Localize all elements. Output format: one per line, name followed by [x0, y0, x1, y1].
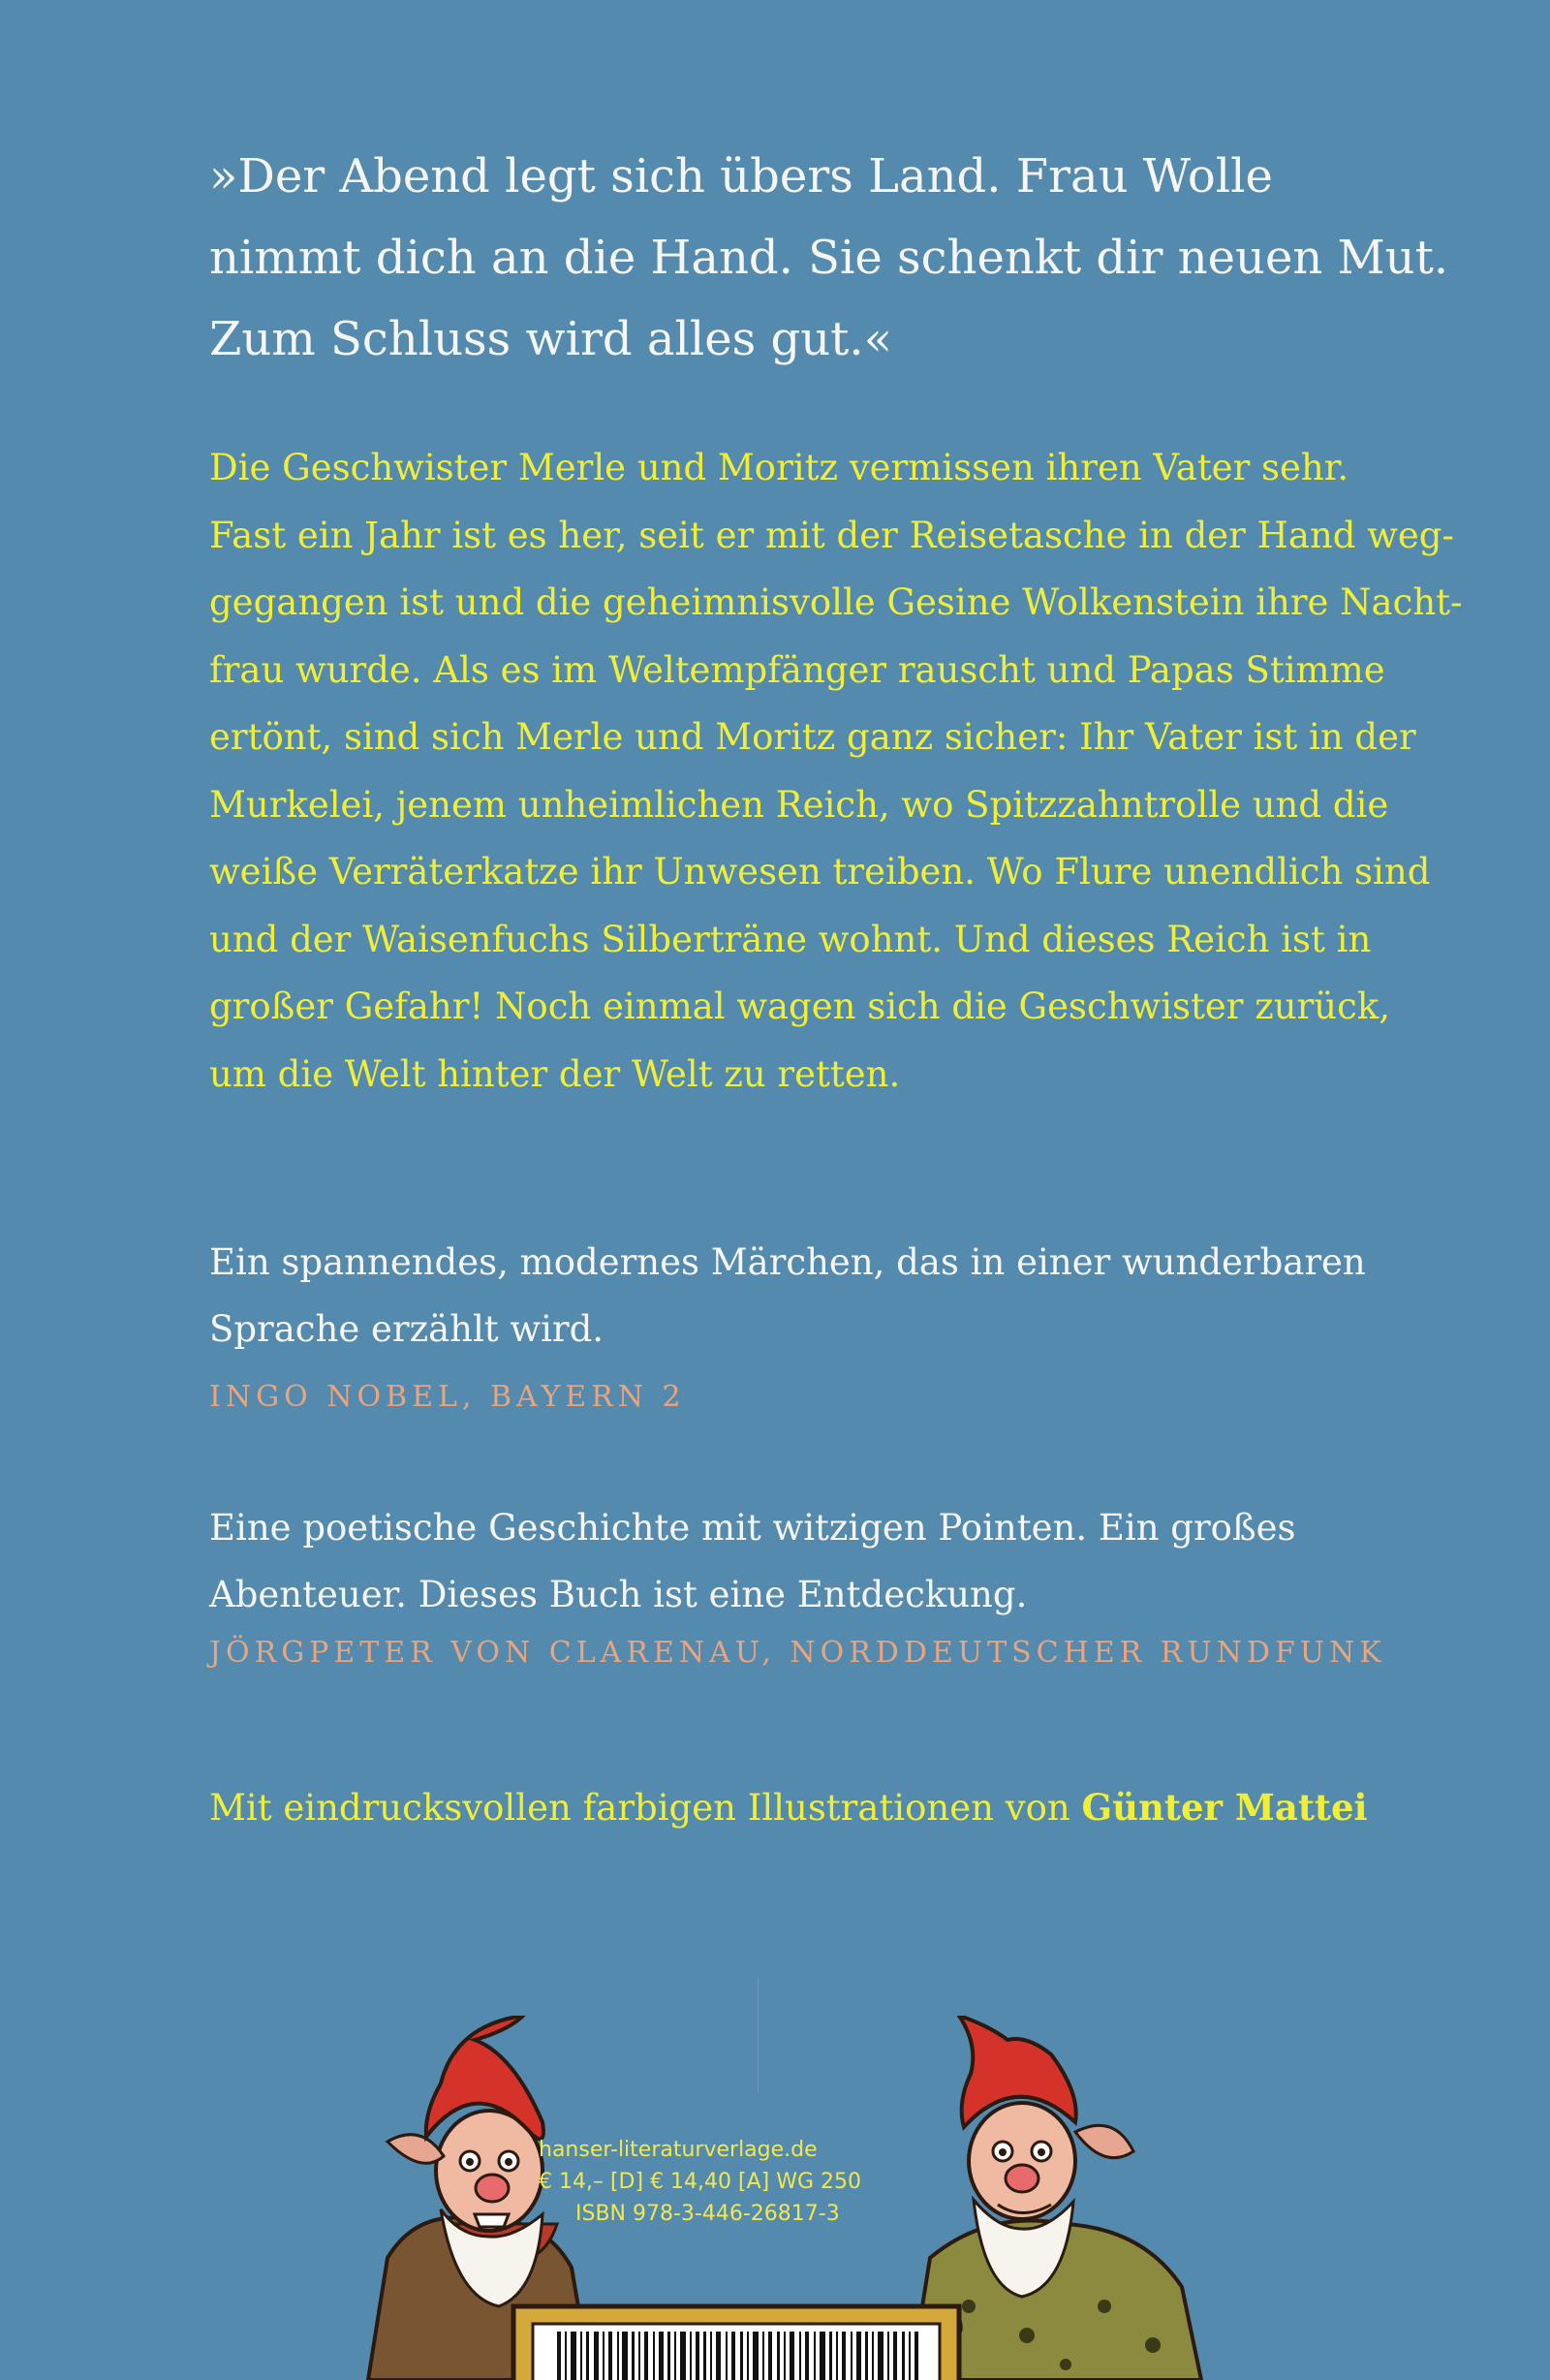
synopsis-line: weiße Verräterkatze ihr Unwesen treiben. Wo Flure unendlich sind: [209, 851, 1431, 892]
quote-line: »Der Abend legt sich übers Land. Frau Wolle: [209, 149, 1273, 204]
price-line: € 14,– [D] € 14,40 [A] WG 250: [539, 2170, 862, 2194]
review-line: Sprache erzählt wird.: [209, 1308, 604, 1350]
illustration-credit-prefix: Mit eindrucksvollen farbigen Illustrationen von: [209, 1787, 1082, 1829]
review-source-1: INGO NOBEL, BAYERN 2: [209, 1380, 686, 1414]
quote-line: nimmt dich an die Hand. Sie schenkt dir neuen Mut.: [209, 231, 1449, 285]
quote-line: Zum Schluss wird alles gut.«: [209, 312, 893, 366]
synopsis: [209, 434, 1463, 1108]
synopsis-line: großer Gefahr! Noch einmal wagen sich die Geschwister zurück,: [209, 986, 1390, 1027]
review-source-2: JÖRGPETER VON CLARENAU, NORDDEUTSCHER RUNDFUNK: [209, 1636, 1386, 1670]
review-line: Eine poetische Geschichte mit witzigen Pointen. Ein großes: [209, 1507, 1296, 1549]
synopsis-line: Murkelei, jenem unheimlichen Reich, wo Spitzzahntrolle und die: [209, 783, 1389, 826]
review-quote-1: [209, 1229, 1410, 1362]
review-quote-2: [209, 1494, 1410, 1628]
synopsis-line: Die Geschwister Merle und Moritz vermissen ihren Vater sehr.: [209, 447, 1349, 488]
synopsis-line: ertönt, sind sich Merle und Moritz ganz sicher: Ihr Vater ist in der: [209, 716, 1416, 758]
illustrator-name: Günter Mattei: [1081, 1786, 1368, 1829]
synopsis-line: um die Welt hinter der Welt zu retten.: [209, 1052, 901, 1095]
synopsis-line: Fast ein Jahr ist es her, seit er mit der Reisetasche in der Hand weg-: [209, 514, 1454, 556]
publisher-website[interactable]: hanser-literaturverlage.de: [539, 2138, 818, 2162]
review-line: Ein spannendes, modernes Märchen, das in einer wunderbaren: [209, 1241, 1366, 1283]
intro-quote: [209, 136, 1449, 380]
synopsis-line: frau wurde. Als es im Weltempfänger rauscht und Papas Stimme: [209, 648, 1385, 691]
review-line: Abenteuer. Dieses Buch ist eine Entdeckung.: [209, 1574, 1028, 1615]
imprint: [539, 2134, 861, 2230]
synopsis-line: gegangen ist und die geheimnisvolle Gesine Wolkenstein ihre Nacht-: [209, 581, 1463, 623]
illustration-credit: [209, 1778, 1368, 1837]
isbn: ISBN 978-3-446-26817-3: [575, 2202, 840, 2226]
synopsis-line: und der Waisenfuchs Silberträne wohnt. Und dieses Reich ist in: [209, 918, 1372, 960]
